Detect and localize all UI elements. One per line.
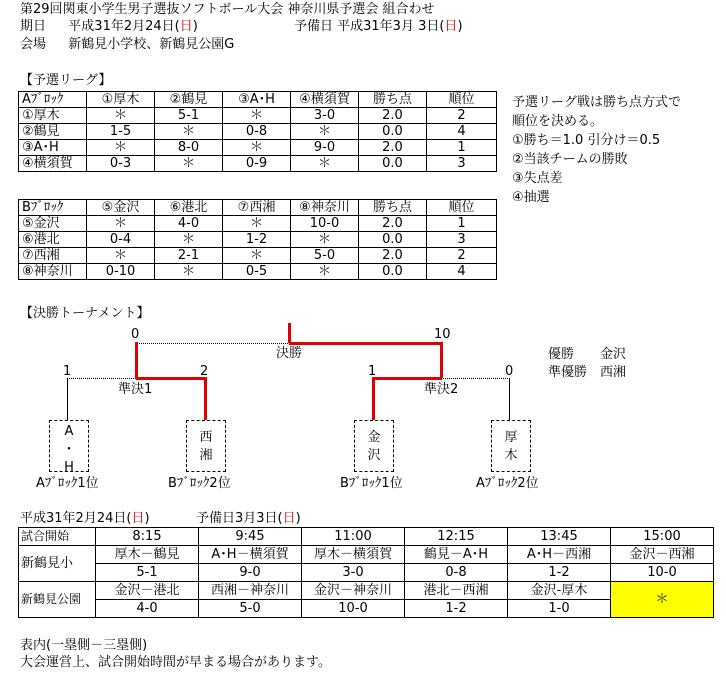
league-a-result-cell: ＊ xyxy=(291,124,359,140)
schedule-match-cell: 西湘－神奈川 xyxy=(199,582,302,600)
league-a-result-cell: ＊ xyxy=(291,156,359,172)
rule-line: ①勝ち＝1.0 引分け＝0.5 xyxy=(512,133,661,148)
reserve-day: 日 xyxy=(444,19,458,34)
seed-label-2: Bﾌﾞﾛｯｸ2位 xyxy=(168,476,231,491)
schedule-time-cell: 12:15 xyxy=(405,528,508,546)
venue-row xyxy=(20,37,234,53)
reserve-date xyxy=(294,19,463,35)
league-b-header-cell: ⑧神奈川 xyxy=(291,200,359,216)
team-box-3-char: 沢 xyxy=(367,448,381,463)
league-a-team-cell: ①厚木 xyxy=(19,108,87,124)
schedule-score-cell: 5-0 xyxy=(199,600,302,618)
schedule-header-row xyxy=(19,528,714,546)
league-a-header-cell: Aﾌﾞﾛｯｸ xyxy=(19,92,87,108)
league-a-result-cell: ＊ xyxy=(223,140,291,156)
schedule-score-cell: 1-0 xyxy=(508,600,611,618)
seed-label-4: Aﾌﾞﾛｯｸ2位 xyxy=(476,476,539,491)
league-b-result-cell: 10-0 xyxy=(291,216,359,232)
schedule-header-label: 試合開始 xyxy=(19,528,96,546)
league-b-header-cell: ⑤金沢 xyxy=(87,200,155,216)
league-a-header-row xyxy=(19,92,497,108)
date-row xyxy=(20,19,198,35)
table-row xyxy=(19,108,497,124)
league-a-header-cell: ④横須賀 xyxy=(291,92,359,108)
schedule-match-cell: 厚木－鶴見 xyxy=(96,546,199,564)
league-a-header-cell: ②鶴見 xyxy=(155,92,223,108)
schedule-date-row xyxy=(20,511,150,527)
schedule-match-cell: 金沢－西湘 xyxy=(611,546,714,564)
league-b-result-cell: 1 xyxy=(427,216,497,232)
bracket-s2-right-line xyxy=(441,378,510,379)
league-a-result-cell: ＊ xyxy=(87,140,155,156)
league-b-header-cell: 順位 xyxy=(427,200,497,216)
league-b-result-cell: 3 xyxy=(427,232,497,248)
league-a-result-cell: 1-5 xyxy=(87,124,155,140)
bracket-final-left-line xyxy=(136,343,288,344)
league-b-result-cell: 0-5 xyxy=(223,264,291,280)
table-row xyxy=(19,216,497,232)
schedule-date-day: 日 xyxy=(131,511,145,526)
schedule-match-cell: 鶴見－A･H xyxy=(405,546,508,564)
league-b-team-cell: ⑤金沢 xyxy=(19,216,87,232)
bracket-s1-right-drop xyxy=(204,377,207,420)
league-b-header-cell: 勝ち点 xyxy=(359,200,427,216)
league-b-result-cell: ＊ xyxy=(291,264,359,280)
schedule-score-cell: 10-0 xyxy=(611,564,714,582)
schedule-score-cell: 1-2 xyxy=(508,564,611,582)
league-a-result-cell: 4 xyxy=(427,124,497,140)
runner-up-team: 西湘 xyxy=(600,365,627,380)
league-a-result-cell: ＊ xyxy=(155,124,223,140)
team-box-1-char: A xyxy=(64,424,74,439)
bracket-final-left-drop xyxy=(135,342,138,378)
schedule-match-cell: 港北－西湘 xyxy=(405,582,508,600)
bracket-final-right-drop xyxy=(440,342,443,378)
schedule-match-cell: A･H－西湘 xyxy=(508,546,611,564)
team-box-2-char: 湘 xyxy=(199,448,213,463)
league-a-team-cell: ②鶴見 xyxy=(19,124,87,140)
team-box-1-char: H xyxy=(64,460,74,475)
schedule-score-cell: 10-0 xyxy=(302,600,405,618)
league-a-result-cell: 3 xyxy=(427,156,497,172)
league-a-header-cell: ③A･H xyxy=(223,92,291,108)
league-b-result-cell: 0.0 xyxy=(359,264,427,280)
schedule-venue1-scores xyxy=(19,564,714,582)
league-table-b xyxy=(18,199,497,280)
page-title: 第29回関東小学生男子選抜ソフトボール大会 神奈川県予選会 組合わせ xyxy=(20,2,435,17)
league-b-result-cell: ＊ xyxy=(87,248,155,264)
schedule-time-cell: 9:45 xyxy=(199,528,302,546)
league-b-result-cell: 0-4 xyxy=(87,232,155,248)
schedule-reserve-row xyxy=(196,511,301,527)
league-b-team-cell: ⑦西湘 xyxy=(19,248,87,264)
league-b-result-cell: ＊ xyxy=(291,232,359,248)
date-close: ) xyxy=(192,19,198,34)
schedule-match-cell: 金沢-厚木 xyxy=(508,582,611,600)
semi1-label: 準決1 xyxy=(118,382,153,397)
league-b-header-cell: ⑦西湘 xyxy=(223,200,291,216)
league-b-result-cell: 2.0 xyxy=(359,248,427,264)
seed-label-1: Aﾌﾞﾛｯｸ1位 xyxy=(36,476,99,491)
league-b-result-cell: ＊ xyxy=(155,264,223,280)
table-row xyxy=(19,156,497,172)
schedule-score-cell: 9-0 xyxy=(199,564,302,582)
league-b-result-cell: 2 xyxy=(427,248,497,264)
table-row xyxy=(19,232,497,248)
venue-label: 会場 xyxy=(20,37,47,52)
schedule-date-close: ) xyxy=(144,511,150,526)
league-b-result-cell: 0-10 xyxy=(87,264,155,280)
schedule-time-cell: 8:15 xyxy=(96,528,199,546)
league-b-result-cell: 0.0 xyxy=(359,232,427,248)
league-a-result-cell: 0.0 xyxy=(359,124,427,140)
bracket-s1-right-line xyxy=(136,377,206,380)
team-box-4-char: 木 xyxy=(504,448,518,463)
league-b-result-cell: ＊ xyxy=(223,216,291,232)
schedule-score-cell: 0-8 xyxy=(405,564,508,582)
schedule-score-cell: 3-0 xyxy=(302,564,405,582)
table-row xyxy=(19,124,497,140)
league-a-result-cell: 5-1 xyxy=(155,108,223,124)
date-value: 平成31年2月24日( xyxy=(68,19,180,34)
schedule-date: 平成31年2月24日( xyxy=(20,511,132,526)
team-box-2-char: 西 xyxy=(199,430,213,445)
league-section-title: 【予選リーグ】 xyxy=(20,73,112,88)
schedule-reserve-close: ) xyxy=(295,511,301,526)
bracket-final-right-line xyxy=(289,342,442,345)
schedule-time-cell: 13:45 xyxy=(508,528,611,546)
league-a-result-cell: 3-0 xyxy=(291,108,359,124)
bracket-s2-left-line xyxy=(372,377,442,380)
league-b-result-cell: 4-0 xyxy=(155,216,223,232)
league-a-result-cell: 9-0 xyxy=(291,140,359,156)
venue-value: 新鶴見小学校、新鶴見公園G xyxy=(68,37,235,52)
schedule-time-cell: 15:00 xyxy=(611,528,714,546)
schedule-venue2-scores xyxy=(19,600,714,618)
bracket-s1-left-line xyxy=(67,378,136,379)
reserve-close: ) xyxy=(457,19,463,34)
team-box-1-char: ・ xyxy=(62,442,76,457)
rule-line: ③失点差 xyxy=(512,171,563,186)
date-label: 期日 xyxy=(20,19,47,34)
league-a-result-cell: 8-0 xyxy=(155,140,223,156)
table-row xyxy=(19,264,497,280)
schedule-venue1-matches xyxy=(19,546,714,564)
league-a-result-cell: 2.0 xyxy=(359,140,427,156)
league-b-header-row xyxy=(19,200,497,216)
seed-label-3: Bﾌﾞﾛｯｸ1位 xyxy=(340,476,403,491)
league-a-team-cell: ④横須賀 xyxy=(19,156,87,172)
table-row xyxy=(19,140,497,156)
bracket-s1-left-drop xyxy=(67,378,68,420)
league-b-team-cell: ⑧神奈川 xyxy=(19,264,87,280)
winner-row xyxy=(548,347,626,363)
schedule-reserve: 予備日3月3日( xyxy=(196,511,283,526)
league-a-result-cell: 0-9 xyxy=(223,156,291,172)
rule-line: 予選リーグ戦は勝ち点方式で xyxy=(512,95,682,110)
score-s2-right: 0 xyxy=(505,364,514,379)
rule-line: ②当該チームの勝敗 xyxy=(512,152,628,167)
note-1: 表内(一塁側－三塁側) xyxy=(20,638,148,653)
rule-line: ④抽選 xyxy=(512,190,550,205)
team-box-3 xyxy=(354,420,394,472)
league-b-result-cell: ＊ xyxy=(87,216,155,232)
schedule-score-cell: 1-2 xyxy=(405,600,508,618)
league-a-result-cell: ＊ xyxy=(223,108,291,124)
team-box-2 xyxy=(186,420,226,472)
team-box-4 xyxy=(491,420,531,472)
winner-label: 優勝 xyxy=(548,347,575,362)
schedule-score-cell: 5-1 xyxy=(96,564,199,582)
schedule-table xyxy=(18,527,714,618)
league-b-result-cell: 1-2 xyxy=(223,232,291,248)
score-s1-right: 2 xyxy=(200,364,209,379)
schedule-venue2-matches xyxy=(19,582,714,600)
tournament-section-title: 【決勝トーナメント】 xyxy=(20,306,150,321)
winner-team: 金沢 xyxy=(600,347,627,362)
league-a-result-cell: 0-8 xyxy=(223,124,291,140)
league-rules xyxy=(512,93,681,207)
league-table-a xyxy=(18,91,497,172)
schedule-score-cell: 4-0 xyxy=(96,600,199,618)
league-b-result-cell: ＊ xyxy=(223,248,291,264)
bracket-s2-left-drop xyxy=(372,377,375,420)
bracket-s2-right-drop xyxy=(509,378,510,420)
schedule-reserve-day: 日 xyxy=(282,511,296,526)
semi2-label: 準決2 xyxy=(424,382,459,397)
league-a-result-cell: 2.0 xyxy=(359,108,427,124)
reserve-value: 予備日 平成31年3月 3日( xyxy=(294,19,445,34)
league-a-result-cell: 0-3 xyxy=(87,156,155,172)
schedule-venue1-label: 新鶴見小 xyxy=(19,546,96,582)
score-s2-left: 1 xyxy=(368,364,377,379)
note-2: 大会運営上、試合開始時間が早まる場合があります。 xyxy=(20,655,331,670)
league-a-result-cell: ＊ xyxy=(155,156,223,172)
final-label: 決勝 xyxy=(276,346,303,361)
table-row xyxy=(19,248,497,264)
league-a-result-cell: 2 xyxy=(427,108,497,124)
rule-line: 順位を決める。 xyxy=(512,114,604,129)
league-b-result-cell: 5-0 xyxy=(291,248,359,264)
team-box-4-char: 厚 xyxy=(504,430,518,445)
score-s1-left: 1 xyxy=(63,364,72,379)
runner-up-row xyxy=(548,365,626,381)
schedule-match-cell: 金沢－神奈川 xyxy=(302,582,405,600)
league-b-result-cell: 4 xyxy=(427,264,497,280)
team-box-3-char: 金 xyxy=(367,430,381,445)
bracket-final-stem xyxy=(288,323,291,343)
league-a-header-cell: 順位 xyxy=(427,92,497,108)
score-final-right: 10 xyxy=(434,327,451,342)
score-final-left: 0 xyxy=(131,327,140,342)
league-a-result-cell: 1 xyxy=(427,140,497,156)
league-a-header-cell: 勝ち点 xyxy=(359,92,427,108)
schedule-match-cell: ＊ xyxy=(611,582,714,618)
league-a-result-cell: 0.0 xyxy=(359,156,427,172)
schedule-venue2-label: 新鶴見公園 xyxy=(19,582,96,618)
league-a-result-cell: ＊ xyxy=(87,108,155,124)
runner-up-label: 準優勝 xyxy=(548,365,588,380)
league-a-header-cell: ①厚木 xyxy=(87,92,155,108)
schedule-time-cell: 11:00 xyxy=(302,528,405,546)
league-b-result-cell: 2.0 xyxy=(359,216,427,232)
schedule-match-cell: 厚木－横須賀 xyxy=(302,546,405,564)
schedule-match-cell: A･H－横須賀 xyxy=(199,546,302,564)
league-a-team-cell: ③A･H xyxy=(19,140,87,156)
league-b-header-cell: Bﾌﾞﾛｯｸ xyxy=(19,200,87,216)
date-day: 日 xyxy=(179,19,193,34)
league-b-result-cell: ＊ xyxy=(155,232,223,248)
schedule-match-cell: 金沢－港北 xyxy=(96,582,199,600)
league-b-team-cell: ⑥港北 xyxy=(19,232,87,248)
league-b-header-cell: ⑥港北 xyxy=(155,200,223,216)
league-b-result-cell: 2-1 xyxy=(155,248,223,264)
team-box-1 xyxy=(49,420,89,475)
